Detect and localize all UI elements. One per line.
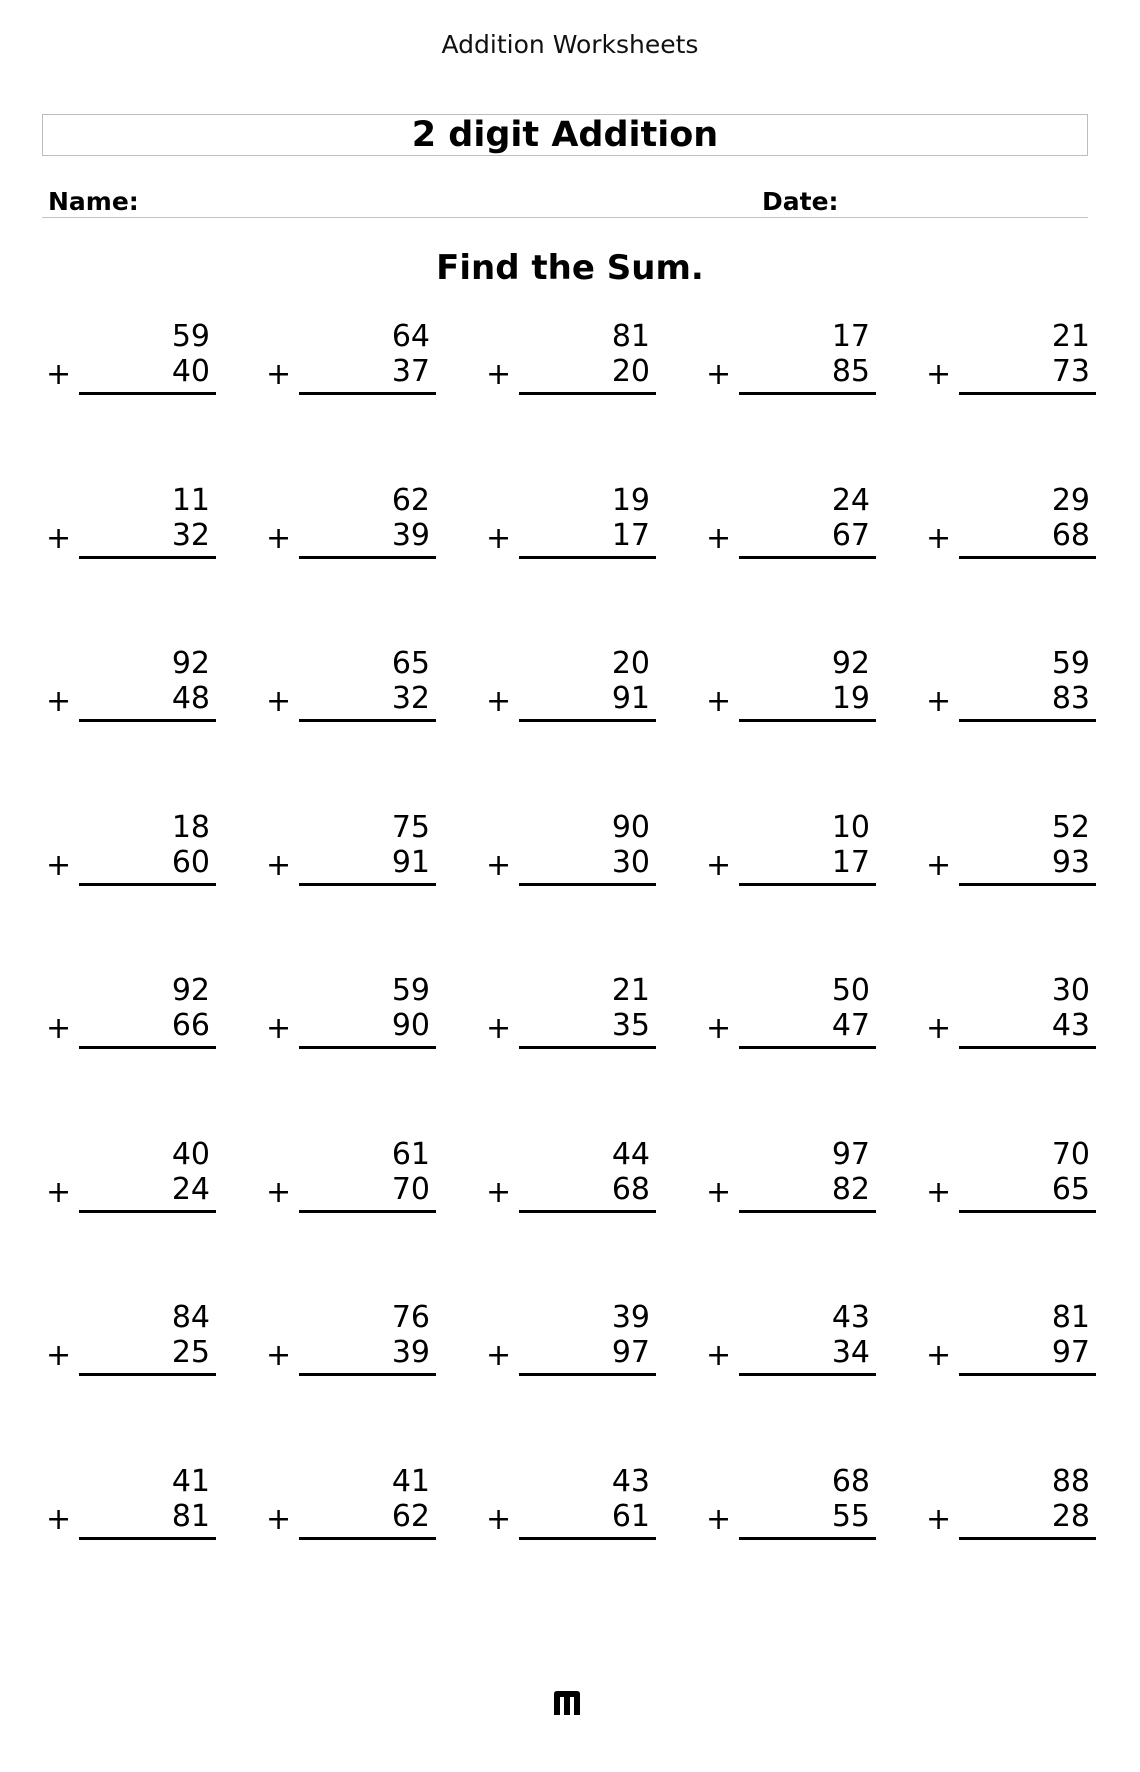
addition-problem: [926, 1465, 1096, 1545]
addend-top: 10: [831, 809, 870, 845]
plus-sign: +: [486, 684, 512, 719]
plus-sign: +: [486, 357, 512, 392]
answer-line: [79, 1373, 216, 1376]
addend-bottom: 40: [171, 354, 210, 389]
answer-line: [739, 1210, 876, 1213]
addition-problem: [706, 320, 876, 400]
addend-top: 30: [1051, 973, 1090, 1008]
addend-top: 40: [171, 1136, 210, 1172]
answer-line: [299, 719, 436, 722]
addend-bottom: 93: [1051, 844, 1090, 880]
answer-line: [519, 392, 656, 395]
answer-line: [959, 719, 1096, 722]
addend-top: 52: [1051, 809, 1090, 845]
plus-sign: +: [46, 357, 72, 392]
plus-sign: +: [486, 847, 512, 883]
plus-sign: +: [46, 684, 72, 719]
addend-top: 20: [611, 646, 650, 681]
publisher-logo-icon: [553, 1690, 581, 1716]
plus-sign: +: [706, 1338, 732, 1373]
addend-bottom: 32: [391, 681, 430, 716]
addend-top: 18: [171, 809, 210, 845]
addition-problem: [486, 320, 656, 400]
addend-top: 65: [391, 646, 430, 681]
name-label: Name:: [48, 187, 139, 216]
addend-bottom: 68: [611, 1171, 650, 1207]
addend-bottom: 90: [391, 1008, 430, 1043]
addition-problem: [926, 484, 1096, 564]
addend-bottom: 66: [171, 1008, 210, 1043]
addend-top: 41: [171, 1463, 210, 1499]
plus-sign: +: [486, 1011, 512, 1046]
addend-bottom: 47: [831, 1008, 870, 1043]
addend-top: 92: [171, 646, 210, 681]
answer-line: [739, 1046, 876, 1049]
plus-sign: +: [486, 520, 512, 556]
addition-problem: [266, 811, 436, 891]
addend-bottom: 17: [831, 844, 870, 880]
addend-top: 19: [611, 482, 650, 518]
addition-problem: [266, 1138, 436, 1218]
addition-problem: [926, 320, 1096, 400]
addend-top: 61: [391, 1136, 430, 1172]
addition-problem: [46, 647, 216, 727]
plus-sign: +: [46, 847, 72, 883]
plus-sign: +: [706, 847, 732, 883]
answer-line: [79, 1537, 216, 1540]
plus-sign: +: [486, 1174, 512, 1210]
plus-sign: +: [926, 1174, 952, 1210]
addend-bottom: 70: [391, 1171, 430, 1207]
addend-bottom: 61: [611, 1498, 650, 1534]
answer-line: [299, 1373, 436, 1376]
addend-top: 64: [391, 319, 430, 354]
plus-sign: +: [46, 1501, 72, 1537]
addition-problem: [46, 811, 216, 891]
addend-top: 59: [1051, 646, 1090, 681]
addend-bottom: 48: [171, 681, 210, 716]
answer-line: [959, 883, 1096, 886]
answer-line: [79, 719, 216, 722]
addition-problem: [486, 1301, 656, 1381]
addition-problem: [46, 484, 216, 564]
addend-top: 81: [611, 319, 650, 354]
plus-sign: +: [926, 1338, 952, 1373]
addend-bottom: 65: [1051, 1171, 1090, 1207]
addend-top: 43: [611, 1463, 650, 1499]
addition-problem: [926, 1301, 1096, 1381]
addend-top: 59: [391, 973, 430, 1008]
answer-line: [519, 1373, 656, 1376]
addend-top: 90: [611, 809, 650, 845]
addend-bottom: 73: [1051, 354, 1090, 389]
answer-line: [959, 1210, 1096, 1213]
addition-problem: [706, 1465, 876, 1545]
plus-sign: +: [46, 1174, 72, 1210]
instruction: Find the Sum.: [436, 248, 704, 288]
addition-problem: [926, 974, 1096, 1054]
addition-problem: [486, 1138, 656, 1218]
addend-bottom: 37: [391, 354, 430, 389]
addition-problem: [926, 811, 1096, 891]
addend-top: 44: [611, 1136, 650, 1172]
plus-sign: +: [266, 520, 292, 556]
addend-bottom: 55: [831, 1498, 870, 1534]
plus-sign: +: [46, 1338, 72, 1373]
worksheet-title: 2 digit Addition: [42, 114, 1088, 156]
answer-line: [79, 556, 216, 559]
answer-line: [519, 1046, 656, 1049]
answer-line: [959, 1537, 1096, 1540]
answer-line: [519, 883, 656, 886]
plus-sign: +: [266, 357, 292, 392]
addition-problem: [486, 1465, 656, 1545]
answer-line: [299, 883, 436, 886]
addend-bottom: 30: [611, 844, 650, 880]
addend-bottom: 24: [171, 1171, 210, 1207]
addend-bottom: 60: [171, 844, 210, 880]
addition-problem: [46, 320, 216, 400]
addition-problem: [706, 974, 876, 1054]
plus-sign: +: [926, 684, 952, 719]
addition-problem: [46, 1301, 216, 1381]
plus-sign: +: [706, 357, 732, 392]
addend-bottom: 68: [1051, 517, 1090, 553]
answer-line: [519, 719, 656, 722]
addend-bottom: 39: [391, 1335, 430, 1370]
answer-line: [79, 1046, 216, 1049]
answer-line: [519, 556, 656, 559]
plus-sign: +: [266, 1174, 292, 1210]
addend-bottom: 39: [391, 517, 430, 553]
answer-line: [739, 719, 876, 722]
addition-problem: [266, 974, 436, 1054]
addition-problem: [706, 1301, 876, 1381]
plus-sign: +: [46, 1011, 72, 1046]
addend-top: 70: [1051, 1136, 1090, 1172]
answer-line: [959, 1373, 1096, 1376]
top-title: Addition Worksheets: [441, 30, 699, 59]
addition-problem: [46, 1138, 216, 1218]
addend-top: 39: [611, 1300, 650, 1335]
addition-problem: [266, 1465, 436, 1545]
addend-bottom: 43: [1051, 1008, 1090, 1043]
addition-problem: [706, 811, 876, 891]
addend-top: 68: [831, 1463, 870, 1499]
addend-bottom: 91: [391, 844, 430, 880]
addend-top: 81: [1051, 1300, 1090, 1335]
answer-line: [959, 556, 1096, 559]
addition-problem: [486, 811, 656, 891]
addend-bottom: 25: [171, 1335, 210, 1370]
addition-problem: [266, 647, 436, 727]
answer-line: [299, 1046, 436, 1049]
addition-problem: [266, 320, 436, 400]
addend-bottom: 62: [391, 1498, 430, 1534]
addend-top: 29: [1051, 482, 1090, 518]
addend-bottom: 35: [611, 1008, 650, 1043]
addition-problem: [486, 647, 656, 727]
answer-line: [79, 392, 216, 395]
answer-line: [519, 1210, 656, 1213]
addend-bottom: 85: [831, 354, 870, 389]
plus-sign: +: [926, 1501, 952, 1537]
plus-sign: +: [926, 520, 952, 556]
plus-sign: +: [486, 1338, 512, 1373]
addition-problem: [46, 1465, 216, 1545]
addend-bottom: 81: [171, 1498, 210, 1534]
addend-bottom: 83: [1051, 681, 1090, 716]
addend-top: 11: [171, 482, 210, 518]
answer-line: [739, 556, 876, 559]
addend-bottom: 17: [611, 517, 650, 553]
addend-top: 97: [831, 1136, 870, 1172]
addition-problem: [926, 647, 1096, 727]
addend-top: 24: [831, 482, 870, 518]
plus-sign: +: [266, 847, 292, 883]
plus-sign: +: [706, 684, 732, 719]
addend-top: 92: [831, 646, 870, 681]
addition-problem: [486, 974, 656, 1054]
answer-line: [739, 392, 876, 395]
plus-sign: +: [706, 1174, 732, 1210]
answer-line: [959, 392, 1096, 395]
answer-line: [299, 556, 436, 559]
plus-sign: +: [926, 847, 952, 883]
addition-problem: [46, 974, 216, 1054]
plus-sign: +: [266, 1501, 292, 1537]
addition-problem: [706, 1138, 876, 1218]
addition-problem: [486, 484, 656, 564]
addend-bottom: 34: [831, 1335, 870, 1370]
answer-line: [299, 392, 436, 395]
addend-bottom: 67: [831, 517, 870, 553]
addend-top: 17: [831, 319, 870, 354]
addition-problem: [926, 1138, 1096, 1218]
addend-top: 88: [1051, 1463, 1090, 1499]
plus-sign: +: [266, 1338, 292, 1373]
answer-line: [739, 883, 876, 886]
plus-sign: +: [926, 357, 952, 392]
addend-bottom: 97: [611, 1335, 650, 1370]
addend-top: 21: [1051, 319, 1090, 354]
plus-sign: +: [706, 520, 732, 556]
addend-bottom: 97: [1051, 1335, 1090, 1370]
addend-top: 43: [831, 1300, 870, 1335]
addend-bottom: 82: [831, 1171, 870, 1207]
answer-line: [959, 1046, 1096, 1049]
answer-line: [739, 1373, 876, 1376]
date-label: Date:: [762, 187, 839, 216]
addend-top: 21: [611, 973, 650, 1008]
answer-line: [79, 883, 216, 886]
addend-top: 75: [391, 809, 430, 845]
addend-bottom: 19: [831, 681, 870, 716]
addend-top: 41: [391, 1463, 430, 1499]
plus-sign: +: [926, 1011, 952, 1046]
plus-sign: +: [266, 684, 292, 719]
plus-sign: +: [486, 1501, 512, 1537]
answer-line: [519, 1537, 656, 1540]
plus-sign: +: [706, 1011, 732, 1046]
plus-sign: +: [46, 520, 72, 556]
answer-line: [739, 1537, 876, 1540]
addend-top: 59: [171, 319, 210, 354]
addition-problem: [266, 484, 436, 564]
plus-sign: +: [266, 1011, 292, 1046]
answer-line: [299, 1537, 436, 1540]
addition-problem: [266, 1301, 436, 1381]
addend-bottom: 91: [611, 681, 650, 716]
addition-problem: [706, 647, 876, 727]
addend-bottom: 28: [1051, 1498, 1090, 1534]
addend-top: 92: [171, 973, 210, 1008]
addend-top: 62: [391, 482, 430, 518]
addend-top: 84: [171, 1300, 210, 1335]
addition-problem: [706, 484, 876, 564]
answer-line: [79, 1210, 216, 1213]
addend-bottom: 20: [611, 354, 650, 389]
answer-line: [299, 1210, 436, 1213]
addend-bottom: 32: [171, 517, 210, 553]
addend-top: 76: [391, 1300, 430, 1335]
plus-sign: +: [706, 1501, 732, 1537]
addend-top: 50: [831, 973, 870, 1008]
